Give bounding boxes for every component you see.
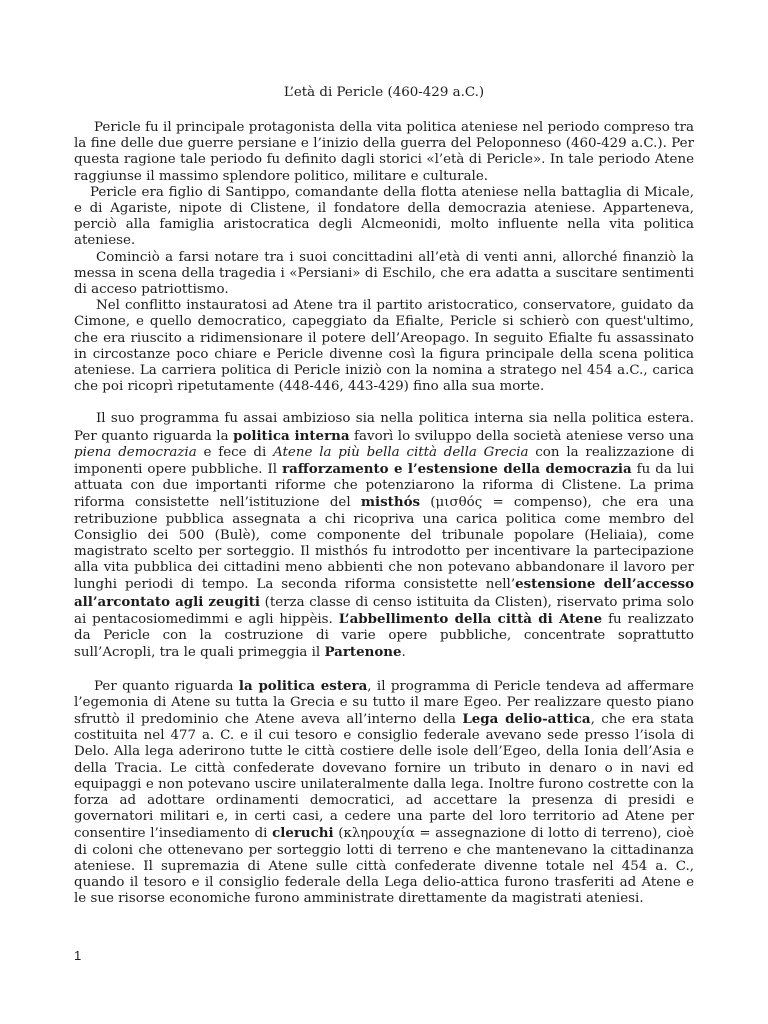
text-run: fu realizzato da Pericle con la costruzione di varie opere pubbliche, concentrate soprattutto sull’Acropli, tra le quali primeggia il xyxy=(74,611,694,661)
document-title: L’età di Pericle (460-429 a.C.) xyxy=(283,85,485,100)
text-run: e fece di xyxy=(196,444,274,460)
paragraph-early-career xyxy=(74,250,694,299)
text-run: (κληρουχία = assegnazione di lotto di terreno), cioè di coloni che ottenevano per sorteggio lotti di terreno e che mantenevano la cittadinanza ateniese. Il supremazia di Atene sulle città confederate divenne totale nel 454 a. C., quando il tesoro e il consiglio federale della Lega delio-attica furono trasferiti ad Atene e le sue risorse economiche furono amministrate direttamente da magistrati ateniesi. xyxy=(74,826,694,907)
text-run: , che era stata costituita nel 477 a. C. e il cui tesoro e consiglio federale avevano sede presso l’isola di Delo. Alla lega aderirono tutte le città costiere delle isole dell’Egeo, della Ionia dell’Asia e della Tracia. Le città confederate dovevano fornire un tributo in denaro o in navi ed equipaggi e non potevano uscire unilateralmente dalla lega. Inoltre furono costrette con la forza ad adottare ordinamenti democratici, ad accettare la presenza di presidi e governatori militari e, in certi casi, a cedere una parte del loro territorio ad Atene per consentire l’insediamento di xyxy=(74,711,694,842)
italic-text: piena democrazia xyxy=(74,444,197,460)
bold-text: misthós xyxy=(360,494,421,511)
text-run: , il programma di Pericle tendeva ad affermare l’egemonia di Atene su tutta la Grecia e su tutto il mare Egeo. Per realizzare questo piano sfruttò il predominio che Atene aveva all’interno della xyxy=(74,678,694,727)
bold-text: estensione dell’accesso all’arcontato agli zeugiti xyxy=(74,576,695,610)
bold-text: Lega delio-attica xyxy=(462,710,591,727)
text-run: Per quanto riguarda xyxy=(94,678,239,694)
bold-text: cleruchi xyxy=(272,825,334,842)
bold-text: la politica estera xyxy=(238,677,368,694)
paragraph-intro xyxy=(74,120,694,185)
paragraph-foreign-policy xyxy=(74,678,694,908)
document-page xyxy=(74,84,694,907)
text-run: Cominciò a farsi notare tra i suoi concittadini all’età di venti anni, allorché finanziò la messa in scena della tragedia i «Persiani» di Eschilo, che era adatta a suscitare sentimenti di acceso patriottismo. xyxy=(74,249,694,298)
italic-text: Atene la più bella città della Grecia xyxy=(273,444,529,460)
text-run: Il suo programma fu assai ambizioso sia nella politica interna sia nella politica estera. Per quanto riguarda la xyxy=(74,411,694,444)
text-run: con la realizzazione di imponenti opere pubbliche. Il xyxy=(74,444,695,478)
paragraph-gap xyxy=(74,662,694,678)
text-run: (terza classe di censo istituita da Clisten), riservato prima solo ai pentacosiomedimmi e agli hippèis. xyxy=(74,594,694,627)
text-run: (μισθός = compenso), che era una retribuzione pubblica assegnata a chi ricopriva una carica politica come membro del Consiglio dei 500 (Bulè), come componente del tribunale popolare (Heliaia), come magistrato scelto per sorteggio. Il misthós fu introdotto per incentivare la partecipazione alla vita pubblica dei cittadini meno abbienti che non potevano abbandonare il lavoro per lunghi periodi di tempo. La seconda riforma consistette nell’ xyxy=(74,495,694,593)
paragraph-gap xyxy=(74,395,694,411)
paragraph-internal-policy xyxy=(74,411,694,661)
text-run: Pericle fu il principale protagonista della vita politica ateniese nel periodo compreso tra la fine delle due guerre persiane e l’inizio della guerra del Peloponneso (460-429 a.C.). Per questa ragione tale periodo fu definito dagli storici «l’età di Pericle». In tale periodo Atene raggiunse il massimo splendore politico, militare e culturale. xyxy=(74,120,694,184)
paragraph-family xyxy=(74,185,694,250)
paragraph-conflict xyxy=(74,298,694,395)
bold-text: rafforzamento e l’estensione della democrazia xyxy=(282,461,632,478)
text-run: favorì lo sviluppo della società ateniese verso una xyxy=(349,428,695,444)
bold-text: Partenone xyxy=(324,644,402,661)
bold-text: L’abbellimento della città di Atene xyxy=(338,610,603,627)
text-run: Nel conflitto instauratosi ad Atene tra il partito aristocratico, conservatore, guidato da Cimone, e quello democratico, capeggiato da Efialte, Pericle si schierò con quest'ultimo, che era riuscito a ridimensionare il potere dell’Areopago. In seguito Efialte fu assassinato in circostanze poco chiare e Pericle divenne così la figura principale della scena politica ateniese. La carriera politica di Pericle iniziò con la nomina a stratego nel 454 a.C., carica che poi ricoprì ripetutamente (448-446, 443-429) fino alla sua morte. xyxy=(74,298,694,395)
text-run: Pericle era figlio di Santippo, comandante della flotta ateniese nella battaglia di Micale, e di Agariste, nipote di Clistene, il fondatore della democrazia ateniese. Apparteneva, perciò alla famiglia aristocratica degli Alcmeonidi, molto influente nella vita politica ateniese. xyxy=(74,184,694,249)
bold-text: politica interna xyxy=(233,427,350,444)
text-run: fu da lui attuata con due importanti riforme che potenziarono la riforma di Clistene. La prima riforma consistette nell’istituzione del xyxy=(74,462,694,511)
page-number: 1 xyxy=(74,948,82,963)
text-run: . xyxy=(401,645,406,661)
